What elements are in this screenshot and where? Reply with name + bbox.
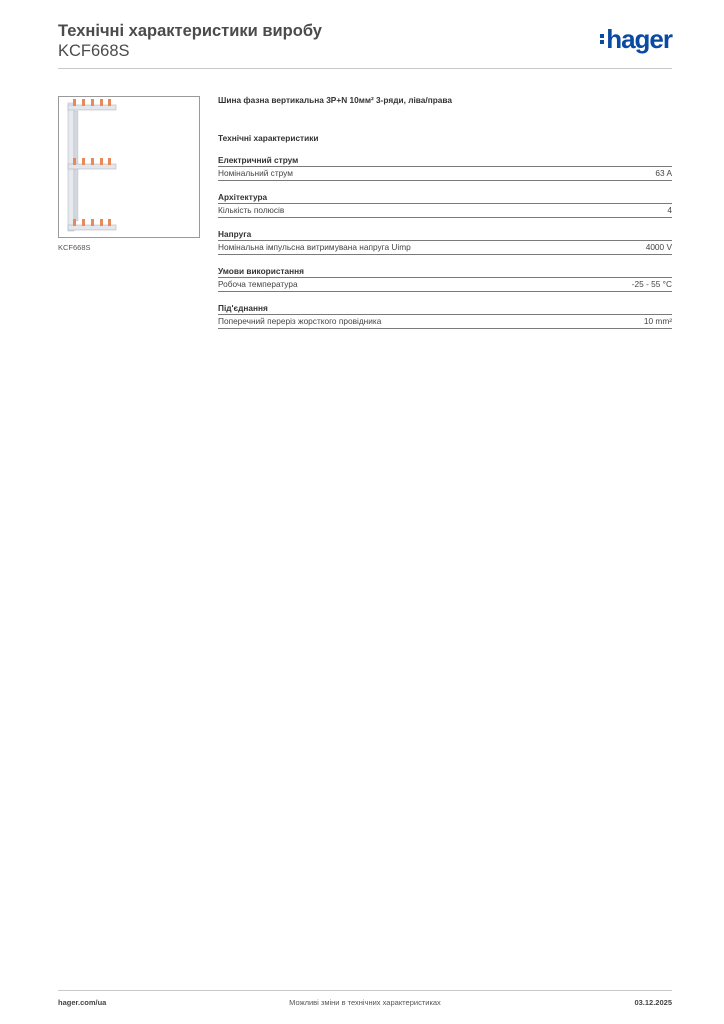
busbar-row-2 [68,158,116,169]
busbar-row-1 [68,99,116,110]
spec-value: 63 A [655,168,672,178]
document-header [58,22,672,68]
spec-label: Кількість полюсів [218,205,285,215]
group-title: Архітектура [218,191,672,204]
busbar-illustration [59,97,199,237]
footer-website-link[interactable]: hager.com/ua [58,998,107,1007]
footer-divider [58,990,672,991]
spec-group-electric-current [218,154,672,181]
spec-row [218,204,672,218]
header-divider [58,68,672,69]
spec-label: Номінальна імпульсна витримувана напруга Uimp [218,242,411,252]
product-code: KCF668S [58,42,130,60]
spec-label: Поперечний переріз жорсткого провідника [218,316,382,326]
image-caption: KCF668S [58,243,91,252]
spec-row [218,167,672,181]
spec-label: Робоча температура [218,279,298,289]
group-title: Електричний струм [218,154,672,167]
product-image [58,96,200,238]
spec-group-connection [218,302,672,329]
spec-label: Номінальний струм [218,168,293,178]
footer-date: 03.12.2025 [634,998,672,1007]
section-title: Технічні характеристики [218,133,319,143]
spec-group-architecture [218,191,672,218]
logo-text: hager [606,24,672,54]
spec-row [218,241,672,255]
spec-value: 4000 V [645,242,672,252]
hager-logo [600,26,672,52]
spec-row [218,315,672,329]
footer-notice: Можливі зміни в технічних характеристиках [289,998,441,1007]
spec-row [218,278,672,292]
spec-content [218,94,672,329]
spec-group-voltage [218,228,672,255]
product-description: Шина фазна вертикальна 3P+N 10мм² 3-ряди, ліва/права [218,95,452,105]
group-title: Умови використання [218,265,672,278]
group-title: Напруга [218,228,672,241]
page-footer [58,998,672,1010]
document-title: Технічні характеристики виробу [58,22,322,40]
spec-value: -25 - 55 °C [631,279,672,289]
spec-value: 10 mm² [643,316,672,326]
spec-group-usage-conditions [218,265,672,292]
busbar-row-3 [68,219,116,230]
spec-value: 4 [667,205,672,215]
logo-dots-icon [600,34,604,46]
group-title: Під'єднання [218,302,672,315]
